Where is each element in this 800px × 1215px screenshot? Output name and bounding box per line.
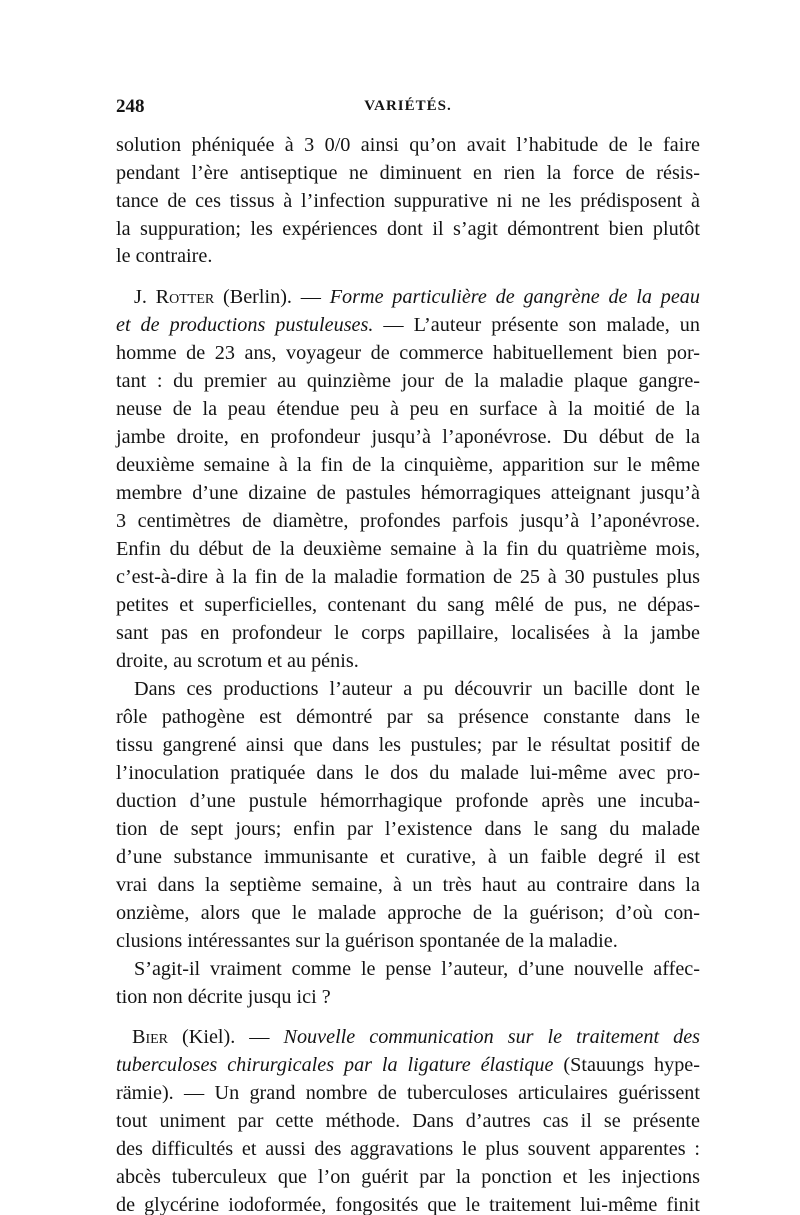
- text-line: [116, 159, 700, 187]
- text-line: [116, 619, 700, 647]
- italic-text: Nouvelle communication sur le traitement des: [283, 1026, 701, 1048]
- text-run: Dans ces productions l’auteur a pu découvrir un bacille dont le: [134, 678, 700, 700]
- page-header: [116, 96, 700, 122]
- text-line: [116, 1107, 700, 1135]
- text-run: deuxième semaine à la fin de la cinquième, apparition sur le même: [116, 454, 700, 476]
- italic-text: tuberculoses chirurgicales par la ligature élastique: [116, 1054, 554, 1076]
- text-run: onzième, alors que le malade approche de la guérison; d’où con-: [116, 902, 700, 924]
- text-run: tance de ces tissus à l’infection suppurative ni ne les prédisposent à: [116, 190, 700, 212]
- text-line: [116, 1163, 700, 1191]
- text-line: [116, 563, 700, 591]
- author-name: Rotter: [155, 286, 215, 308]
- text-line: [116, 395, 700, 423]
- text-line: [116, 1135, 700, 1163]
- author-name: Bier: [132, 1026, 169, 1048]
- text-run: jambe droite, en profondeur jusqu’à l’aponévrose. Du début de la: [116, 426, 700, 448]
- text-line: [116, 1051, 700, 1079]
- text-run: tion de sept jours; enfin par l’existence dans le sang du malade: [116, 818, 700, 840]
- text-line: [116, 215, 700, 243]
- text-run: duction d’une pustule hémorrhagique profonde après une incuba-: [116, 790, 700, 812]
- text-line: [134, 675, 700, 703]
- text-run: homme de 23 ans, voyageur de commerce habituellement bien por-: [116, 342, 700, 364]
- text-run: J.: [134, 286, 156, 308]
- text-run: abcès tuberculeux que l’on guérit par la ponction et les injections: [116, 1166, 700, 1188]
- text-run: petites et superficielles, contenant du sang mêlé de pus, ne dépas-: [116, 594, 700, 616]
- text-run: membre d’une dizaine de pastules hémorragiques atteignant jusqu’à: [116, 482, 700, 504]
- text-line: [116, 1191, 700, 1215]
- text-run: pendant l’ère antiseptique ne diminuent en rien la force de résis-: [116, 162, 700, 184]
- entry-heading-line: [132, 1023, 700, 1051]
- text-line: [116, 731, 700, 759]
- text-run: d’une substance immunisante et curative, à un faible degré il est: [116, 846, 700, 868]
- text-run: le contraire.: [116, 245, 213, 267]
- entry-heading-line: [134, 283, 700, 311]
- text-run: l’inoculation pratiquée dans le dos du malade lui-même avec pro-: [116, 762, 700, 784]
- text-line: [116, 339, 700, 367]
- text-run: — L’auteur présente son malade, un: [373, 314, 700, 336]
- text-run: tion non décrite jusqu ici ?: [116, 986, 331, 1008]
- text-run: (Kiel). —: [168, 1026, 284, 1048]
- text-line: [116, 899, 700, 927]
- text-run: (Stauungs hype-: [553, 1054, 700, 1076]
- text-run: solution phéniquée à 3 0/0 ainsi qu’on avait l’habitude de le faire: [116, 134, 700, 156]
- text-run: la suppuration; les expériences dont il s’agit démontrent bien plutôt: [116, 218, 700, 240]
- text-line: [116, 787, 700, 815]
- text-run: vrai dans la septième semaine, à un très haut au contraire dans la: [116, 874, 700, 896]
- text-run: S’agit-il vraiment comme le pense l’auteur, d’une nouvelle affec-: [134, 958, 700, 980]
- text-run: c’est-à-dire à la fin de la maladie formation de 25 à 30 pustules plus: [116, 566, 700, 588]
- text-line: [134, 955, 700, 983]
- text-line: [116, 703, 700, 731]
- text-run: de glycérine iodoformée, fongosités que le traitement lui-même finit: [116, 1194, 700, 1215]
- text-line: [116, 131, 700, 159]
- text-line: [116, 535, 700, 563]
- text-run: rôle pathogène est démontré par sa présence constante dans le: [116, 706, 700, 728]
- text-run: droite, au scrotum et au pénis.: [116, 650, 359, 672]
- text-line: [116, 1079, 700, 1107]
- text-run: tissu gangrené ainsi que dans les pustules; par le résultat positif de: [116, 734, 700, 756]
- text-run: (Berlin). —: [214, 286, 330, 308]
- text-run: sant pas en profondeur le corps papillaire, localisées à la jambe: [116, 622, 700, 644]
- text-line: [116, 451, 700, 479]
- text-run: tant : du premier au quinzième jour de la maladie plaque gangre-: [116, 370, 700, 392]
- text-run: rämie). — Un grand nombre de tuberculoses articulaires guérissent: [116, 1082, 700, 1104]
- text-run: des difficultés et aussi des aggravations le plus souvent apparentes :: [116, 1138, 700, 1160]
- italic-text: et de productions pustuleuses.: [116, 314, 374, 336]
- text-run: Enfin du début de la deuxième semaine à la fin du quatrième mois,: [116, 538, 700, 560]
- text-line: [116, 423, 700, 451]
- text-run: neuse de la peau étendue peu à peu en surface à la moitié de la: [116, 398, 700, 420]
- text-line: [116, 983, 700, 1011]
- text-run: tout uniment par cette méthode. Dans d’autres cas il se présente: [116, 1110, 700, 1132]
- text-line: [116, 647, 700, 675]
- text-line: [116, 507, 700, 535]
- text-line: [116, 871, 700, 899]
- page-number: 248: [116, 96, 145, 117]
- text-line: [116, 759, 700, 787]
- text-line: [116, 367, 700, 395]
- text-run: clusions intéressantes sur la guérison spontanée de la maladie.: [116, 930, 618, 952]
- text-line: [116, 311, 700, 339]
- italic-text: Forme particulière de gangrène de la peau: [329, 286, 700, 308]
- text-line: [116, 242, 700, 270]
- text-line: [116, 591, 700, 619]
- running-head: VARIÉTÉS.: [364, 98, 452, 114]
- text-line: [116, 927, 700, 955]
- text-line: [116, 815, 700, 843]
- text-run: 3 centimètres de diamètre, profondes parfois jusqu’à l’aponévrose.: [116, 510, 700, 532]
- text-line: [116, 479, 700, 507]
- text-line: [116, 187, 700, 215]
- text-line: [116, 843, 700, 871]
